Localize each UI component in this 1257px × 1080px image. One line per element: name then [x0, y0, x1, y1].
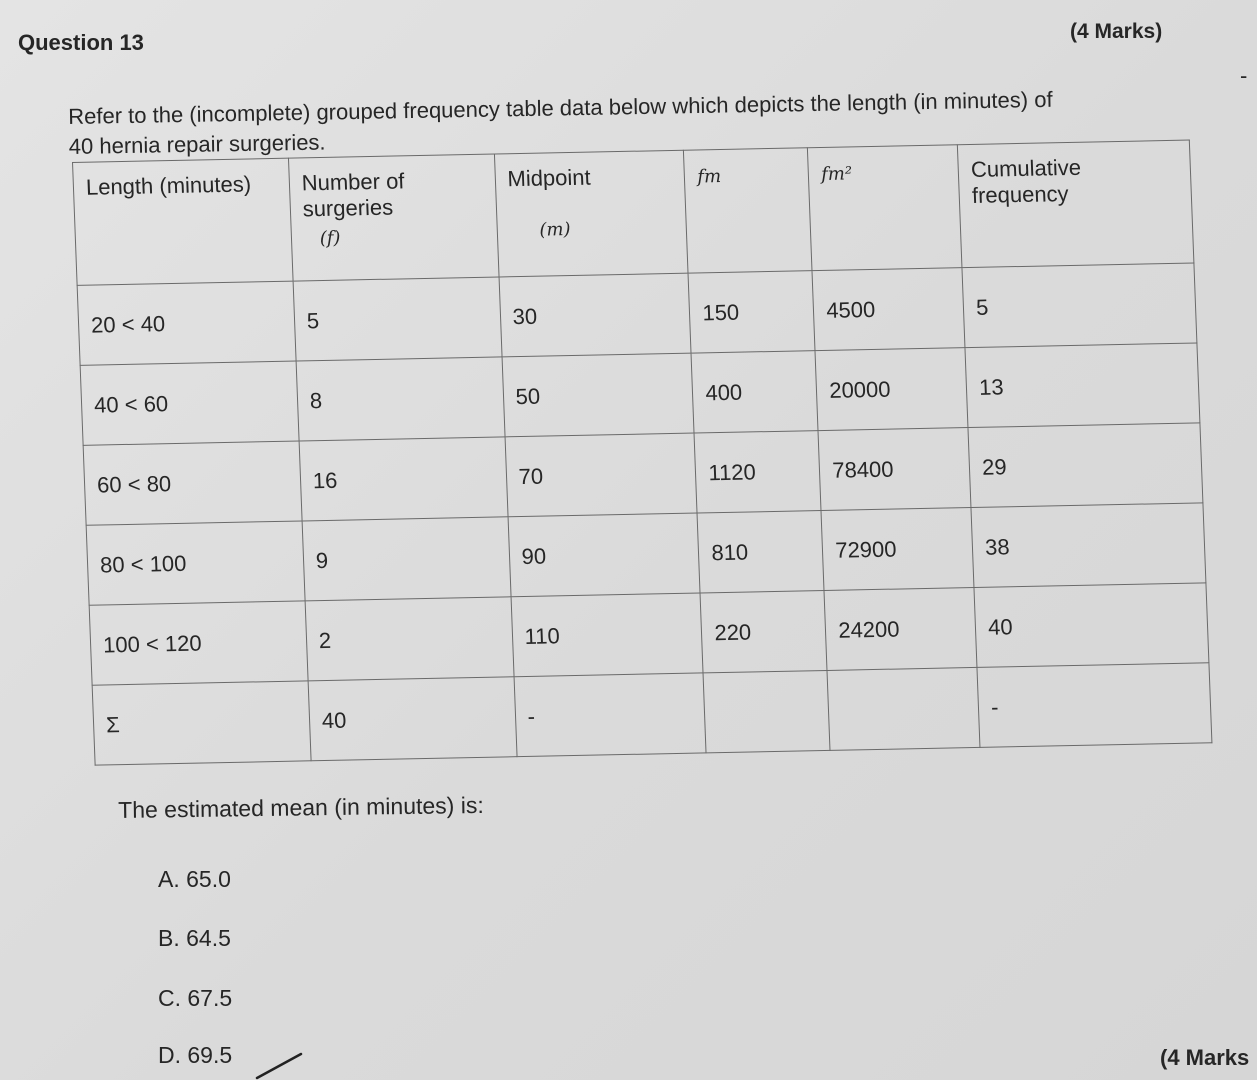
- cell-fm: 810: [697, 511, 824, 593]
- sum-f: 40: [308, 677, 517, 761]
- intro-line-1: Refer to the (incomplete) grouped frequency table data below which depicts the length (in minutes) of: [68, 86, 1053, 129]
- cell-f: 9: [302, 517, 511, 601]
- header-length: Length (minutes): [73, 158, 293, 285]
- cell-m: 30: [499, 273, 692, 357]
- cell-fm2: 72900: [821, 508, 974, 591]
- cell-f: 16: [299, 437, 508, 521]
- cell-cf: 38: [971, 503, 1206, 588]
- cell-cf: 13: [965, 343, 1200, 428]
- frequency-table: [72, 140, 1212, 766]
- pen-mark-icon: [255, 1050, 305, 1080]
- cell-fm: 400: [691, 351, 818, 433]
- table-header-row: [73, 140, 1194, 285]
- header-fm: fm: [684, 148, 812, 273]
- cell-f: 5: [293, 277, 502, 361]
- cell-m: 90: [508, 513, 701, 597]
- option-d[interactable]: D. 69.5: [158, 1042, 233, 1068]
- cell-fm2: 4500: [812, 268, 965, 351]
- cell-f: 2: [305, 597, 514, 681]
- cell-fm: 220: [700, 590, 827, 672]
- header-number-symbol: (f): [319, 227, 341, 250]
- cell-f: 8: [296, 357, 505, 441]
- option-b[interactable]: B. 64.5: [158, 925, 231, 951]
- cell-length: 100 < 120: [89, 601, 308, 685]
- cell-m: 70: [505, 433, 698, 517]
- sum-label: Σ: [92, 681, 311, 765]
- intro-line-2: 40 hernia repair surgeries.: [68, 129, 326, 159]
- cell-fm: 1120: [694, 431, 821, 513]
- cell-fm: 150: [688, 271, 815, 353]
- cell-fm2: 78400: [818, 428, 971, 511]
- marks-label: (4 Marks): [1070, 20, 1163, 43]
- mean-question: The estimated mean (in minutes) is:: [118, 791, 484, 823]
- cell-m: 110: [511, 593, 704, 677]
- margin-dash: -: [1240, 63, 1248, 88]
- option-c[interactable]: C. 67.5: [158, 985, 233, 1011]
- cell-m: 50: [502, 353, 695, 437]
- header-midpoint-symbol: (m): [539, 219, 571, 241]
- option-a[interactable]: A. 65.0: [158, 866, 231, 892]
- cell-fm2: 24200: [824, 587, 977, 670]
- sum-cf: -: [977, 663, 1212, 748]
- header-midpoint: Midpoint (m): [494, 150, 688, 277]
- cell-length: 40 < 60: [80, 361, 299, 445]
- header-cumulative: Cumulative frequency: [958, 140, 1194, 268]
- header-number: Number of surgeries (f): [288, 154, 498, 281]
- marks-label-bottom: (4 Marks: [1160, 1045, 1250, 1070]
- cell-cf: 5: [962, 263, 1197, 348]
- sum-fm2: [827, 667, 980, 750]
- cell-fm2: 20000: [815, 348, 968, 431]
- cell-length: 60 < 80: [83, 441, 302, 525]
- sum-m: -: [514, 673, 707, 757]
- cell-length: 20 < 40: [77, 281, 296, 365]
- cell-cf: 40: [974, 583, 1209, 668]
- question-title: Question 13: [18, 30, 144, 55]
- header-fm2: fm²: [808, 145, 962, 271]
- sum-fm: [703, 670, 830, 752]
- cell-cf: 29: [968, 423, 1203, 508]
- cell-length: 80 < 100: [86, 521, 305, 605]
